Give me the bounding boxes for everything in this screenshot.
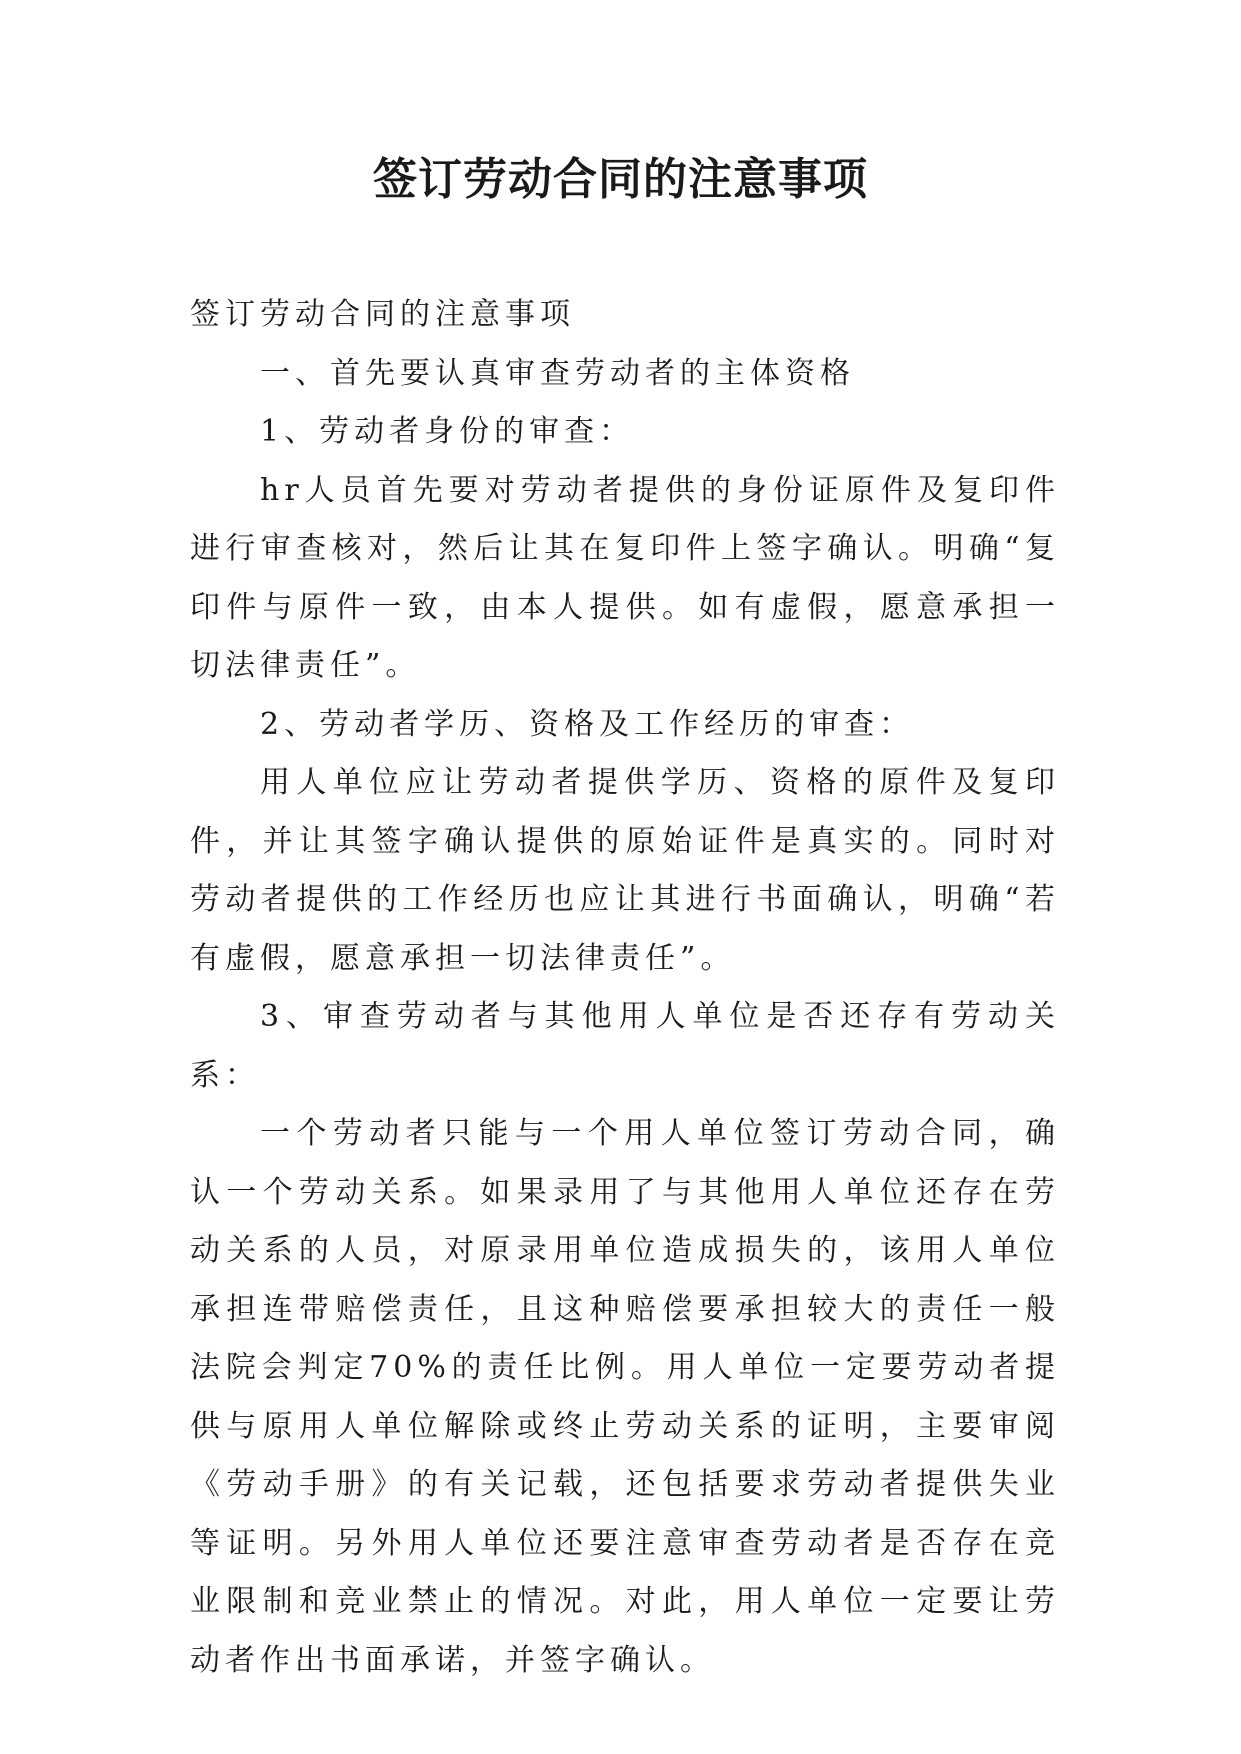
document-body xyxy=(190,286,1060,1690)
paragraph-item-1-body: hr人员首先要对劳动者提供的身份证原件及复印件进行审查核对，然后让其在复印件上签字确认。明确“复印件与原件一致，由本人提供。如有虚假，愿意承担一切法律责任”。 xyxy=(190,472,1060,683)
paragraph-item-1-heading: 1、劳动者身份的审查： xyxy=(260,414,635,449)
paragraph-item-3-heading: 3、审查劳动者与其他用人单位是否还存有劳动关系： xyxy=(190,999,1060,1093)
paragraph-section-heading: 一、首先要认真审查劳动者的主体资格 xyxy=(260,355,855,391)
document-title: 签订劳动合同的注意事项 xyxy=(373,154,868,205)
paragraph-item-3-body: 一个劳动者只能与一个用人单位签订劳动合同，确认一个劳动关系。如果录用了与其他用人单位还存在劳动关系的人员，对原录用单位造成损失的，该用人单位承担连带赔偿责任，且这种赔偿要承担较大的责任一般法院会判定70%的责任比例。用人单位一定要劳动者提供与原用人单位解除或终止劳动关系的证明，主要审阅《劳动手册》的有关记载，还包括要求劳动者提供失业等证明。另外用人单位还要注意审查劳动者是否存在竞业限制和竞业禁止的情况。对此，用人单位一定要让劳动者作出书面承诺，并签字确认。 xyxy=(190,1116,1060,1678)
paragraph-item-2-body: 用人单位应让劳动者提供学历、资格的原件及复印件，并让其签字确认提供的原始证件是真实的。同时对劳动者提供的工作经历也应让其进行书面确认，明确“若有虚假，愿意承担一切法律责任”。 xyxy=(190,765,1060,976)
paragraph-subtitle: 签订劳动合同的注意事项 xyxy=(190,297,575,332)
paragraph-item-2-heading: 2、劳动者学历、资格及工作经历的审查： xyxy=(260,706,915,742)
